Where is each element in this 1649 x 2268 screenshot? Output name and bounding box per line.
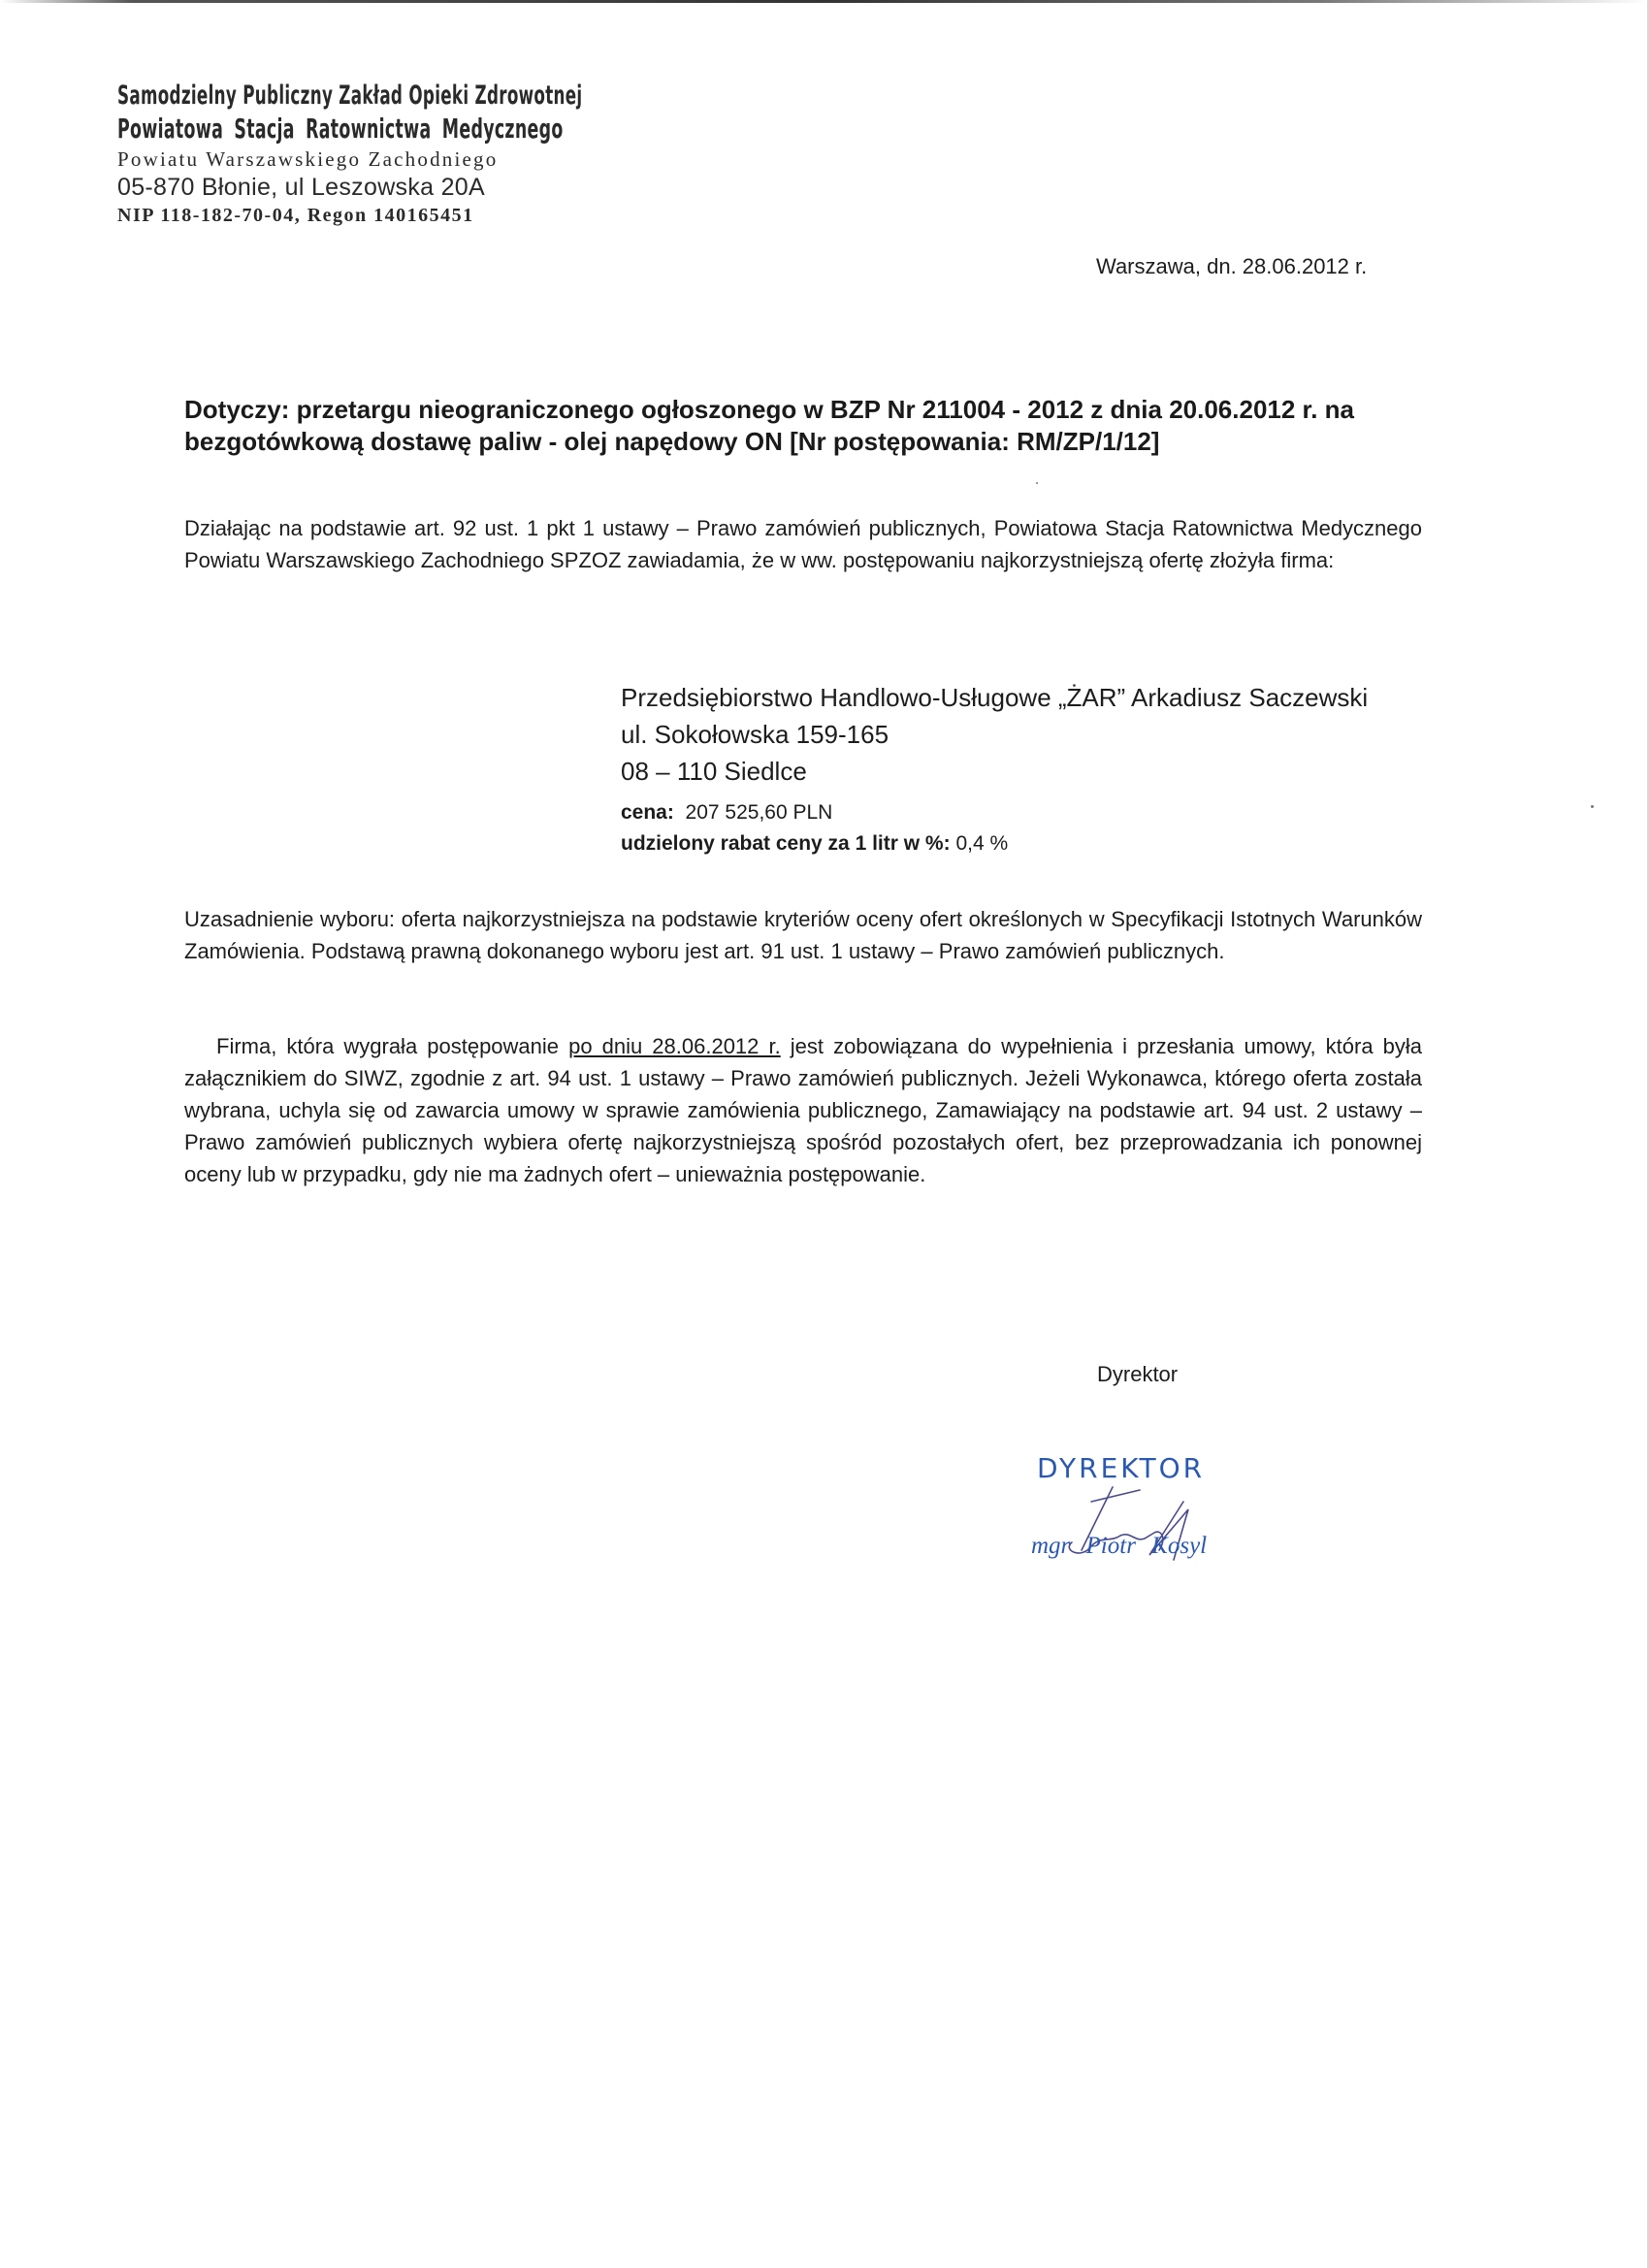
subject-line-1: Dotyczy: przetargu nieograniczonego ogłoszonego w BZP Nr 211004 - 2012 z dnia 20.06.2012 r. na — [184, 395, 1355, 424]
price-value: 207 525,60 PLN — [685, 801, 833, 824]
director-stamp-name: mgr Piotr Kosyl — [1031, 1533, 1208, 1559]
winner-city: 08 – 110 Siedlce — [621, 757, 807, 786]
discount-label: udzielony rabat ceny za 1 litr w %: — [621, 832, 951, 855]
scan-speck — [1591, 805, 1594, 808]
paragraph3-rest: jest zobowiązana do wypełnienia i przesłania umowy, która była załącznikiem do SIWZ, zgodnie z art. 94 ust. 1 ustawy – Prawo zamówień publicznych. Jeżeli Wykonawca, którego oferta została wybrana, uchyla się od zawarcia umowy w sprawie zamówienia publicznego, Zamawiający na podstawie art. 94 ust. 2 ustawy – Prawo zamówień publicznych wybiera ofertę najkorzystniejszą spośród pozostałych ofert, bez przeprowadzania ich ponownej oceny lub w przypadku, gdy nie ma żadnych ofert – unieważnia postępowanie. — [184, 1034, 1423, 1186]
letterhead-stamp — [117, 80, 583, 229]
notification-paragraph: Działając na podstawie art. 92 ust. 1 pkt 1 ustawy – Prawo zamówień publicznych, Powiatowa Stacja Ratownictwa Medycznego Powiatu Warszawskiego Zachodniego SPZOZ zawiadamia, że w ww. postępowaniu najkorzystniejszą ofertę złożyła firma: — [184, 516, 1422, 572]
discount-value: 0,4 % — [955, 832, 1009, 855]
winner-discount — [621, 828, 1368, 859]
subject-heading — [184, 394, 1445, 458]
winning-bidder-block — [621, 679, 1368, 859]
winner-company-name: Przedsiębiorstwo Handlowo-Usługowe „ŻAR” Arkadiusz Saczewski — [621, 683, 1369, 712]
deadline-underlined: po dniu 28.06.2012 r. — [568, 1034, 781, 1058]
scan-top-edge — [0, 0, 1649, 3]
scan-speck — [1036, 482, 1038, 484]
document-date: Warszawa, dn. 28.06.2012 r. — [1096, 254, 1368, 278]
subject-line-2: bezgotówkową dostawę paliw - olej napędowy ON [Nr postępowania: RM/ZP/1/12] — [184, 427, 1160, 456]
letterhead-nip-regon: NIP 118-182-70-04, Regon 140165451 — [117, 205, 474, 226]
paragraph3-start: Firma, która wygrała postępowanie — [216, 1034, 569, 1058]
letterhead-line-1: Samodzielny Publiczny Zakład Opieki Zdrowotnej — [117, 81, 583, 111]
director-stamp-title: DYREKTOR — [1037, 1452, 1206, 1484]
letterhead-address: 05-870 Błonie, ul Leszowska 20A — [117, 174, 485, 201]
contract-obligation-paragraph — [184, 1030, 1422, 1190]
signatory-title: Dyrektor — [1097, 1362, 1179, 1386]
winner-street: ul. Sokołowska 159-165 — [621, 720, 889, 749]
price-label: cena: — [621, 801, 674, 824]
winner-price — [621, 797, 1368, 828]
letterhead-line-2: Powiatowa Stacja Ratownictwa Medycznego — [117, 113, 564, 145]
justification-paragraph: Uzasadnienie wyboru: oferta najkorzystniejsza na podstawie kryteriów oceny ofert określonych w Specyfikacji Istotnych Warunków Zamówienia. Podstawą prawną dokonanego wyboru jest art. 91 ust. 1 ustawy – Prawo zamówień publicznych. — [184, 907, 1422, 963]
letterhead-line-3: Powiatu Warszawskiego Zachodniego — [117, 147, 499, 171]
